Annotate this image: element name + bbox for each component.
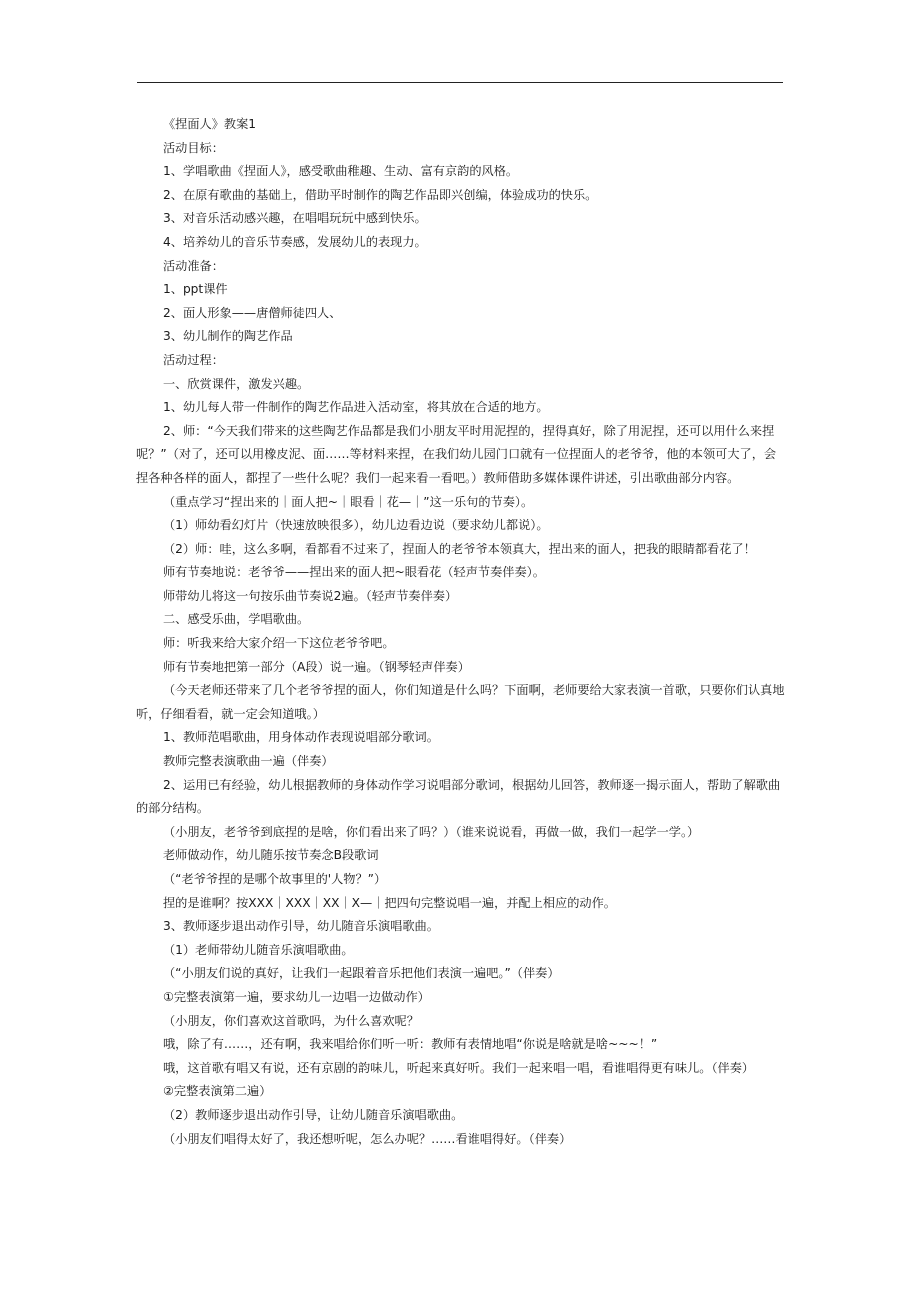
paragraph: （今天老师还带来了几个老爷爷捏的面人，你们知道是什么吗？下面啊，老师要给大家表演一首歌，只要你们认真地听，仔细看看，就一定会知道哦。） — [136, 683, 785, 721]
paragraph: （重点学习“捏出来的｜面人把~｜眼看｜花—｜”这一乐句的节奏）。 — [163, 494, 534, 509]
paragraph: 《捏面人》教案1 — [163, 117, 257, 131]
paragraph: 2、运用已有经验，幼儿根据教师的身体动作学习说唱部分歌词，根据幼儿回答，教师逐一揭示面人，帮助了解歌曲的部分结构。 — [136, 777, 781, 816]
paragraph: 师有节奏地把第一部分（A段）说一遍。（钢琴轻声伴奏） — [163, 659, 470, 674]
paragraph: 活动目标： — [163, 140, 224, 155]
header-rule — [137, 82, 783, 83]
paragraph: 哦，除了有……，还有啊，我来唱给你们听一听：教师有表情地唱“你说是啥就是啥~~~！” — [163, 1037, 658, 1052]
paragraph: 2、面人形象——唐僧师徒四人、 — [163, 305, 342, 320]
paragraph: 3、教师逐步退出动作引导，幼儿随音乐演唱歌曲。 — [163, 919, 439, 934]
paragraph: （小朋友们唱得太好了，我还想听呢，怎么办呢？……看谁唱得好。（伴奏） — [163, 1131, 572, 1146]
paragraph: （“老爷爷捏的是哪个故事里的'人物？”） — [163, 872, 387, 886]
paragraph: 捏的是谁啊？按XXX｜XXX｜XX｜X—｜把四句完整说唱一遍，并配上相应的动作。 — [163, 895, 616, 910]
paragraph: ①完整表演第一遍，要求幼儿一边唱一边做动作） — [163, 989, 430, 1004]
paragraph: （“小朋友们说的真好，让我们一起跟着音乐把他们表演一遍吧。”（伴奏） — [163, 966, 560, 981]
paragraph: ②完整表演第二遍） — [163, 1084, 272, 1099]
paragraph: 1、ppt课件 — [163, 282, 228, 297]
paragraph: 活动过程： — [163, 352, 224, 367]
paragraph: 师带幼儿将这一句按乐曲节奏说2遍。（轻声节奏伴奏） — [163, 588, 458, 603]
paragraph: （小朋友，你们喜欢这首歌吗，为什么喜欢呢？ — [163, 1013, 419, 1028]
paragraph: 4、培养幼儿的音乐节奏感，发展幼儿的表现力。 — [163, 234, 427, 249]
paragraph: 师：听我来给大家介绍一下这位老爷爷吧。 — [163, 636, 395, 651]
paragraph: 1、教师范唱歌曲，用身体动作表现说唱部分歌词。 — [163, 730, 439, 745]
paragraph: （1）老师带幼儿随音乐演唱歌曲。 — [163, 942, 354, 957]
paragraph: （2）教师逐步退出动作引导，让幼儿随音乐演唱歌曲。 — [163, 1107, 464, 1122]
paragraph: 1、幼儿每人带一件制作的陶艺作品进入活动室，将其放在合适的地方。 — [163, 400, 549, 415]
paragraph: 老师做动作，幼儿随乐按节奏念B段歌词 — [163, 848, 379, 863]
paragraph: 教师完整表演歌曲一遍（伴奏） — [163, 754, 334, 769]
paragraph: （2）师：哇，这么多啊，看都看不过来了，捏面人的老爷爷本领真大，捏出来的面人，把我的眼睛都看花了！ — [163, 541, 756, 556]
paragraph: 3、对音乐活动感兴趣，在唱唱玩玩中感到快乐。 — [163, 211, 427, 226]
paragraph: 1、学唱歌曲《捏面人》，感受歌曲稚趣、生动、富有京韵的风格。 — [163, 164, 519, 179]
paragraph: 2、在原有歌曲的基础上，借助平时制作的陶艺作品即兴创编，体验成功的快乐。 — [163, 187, 598, 202]
paragraph: （1）师幼看幻灯片（快速放映很多），幼儿边看边说（要求幼儿都说）。 — [163, 518, 549, 533]
paragraph: 活动准备： — [163, 258, 224, 273]
paragraph: 师有节奏地说：老爷爷——捏出来的面人把~眼看花（轻声节奏伴奏）。 — [163, 565, 545, 580]
paragraph: 2、师：“今天我们带来的这些陶艺作品都是我们小朋友平时用泥捏的，捏得真好，除了用泥捏，还可以用什么来捏呢？”（对了，还可以用橡皮泥、面……等材料来捏，在我们幼儿园门口就有一位捏面人的老爷爷，他的本领可大了，会捏各种各样的面人，都捏了一些什么呢？我们一起来看一看吧。）教师借助多媒体课件讲述，引出歌曲部分内容。 — [136, 423, 777, 485]
paragraph: 3、幼儿制作的陶艺作品 — [163, 329, 293, 344]
paragraph: 二、感受乐曲，学唱歌曲。 — [163, 612, 310, 627]
paragraph: （小朋友，老爷爷到底捏的是啥，你们看出来了吗？）（谁来说说看，再做一做，我们一起学一学。） — [163, 824, 700, 839]
paragraph: 一、欣赏课件，激发兴趣。 — [163, 376, 310, 391]
paragraph: 哦，这首歌有唱又有说，还有京剧的韵味儿，听起来真好听。我们一起来唱一唱，看谁唱得更有味儿。（伴奏） — [163, 1060, 755, 1075]
document-body — [136, 113, 786, 1151]
